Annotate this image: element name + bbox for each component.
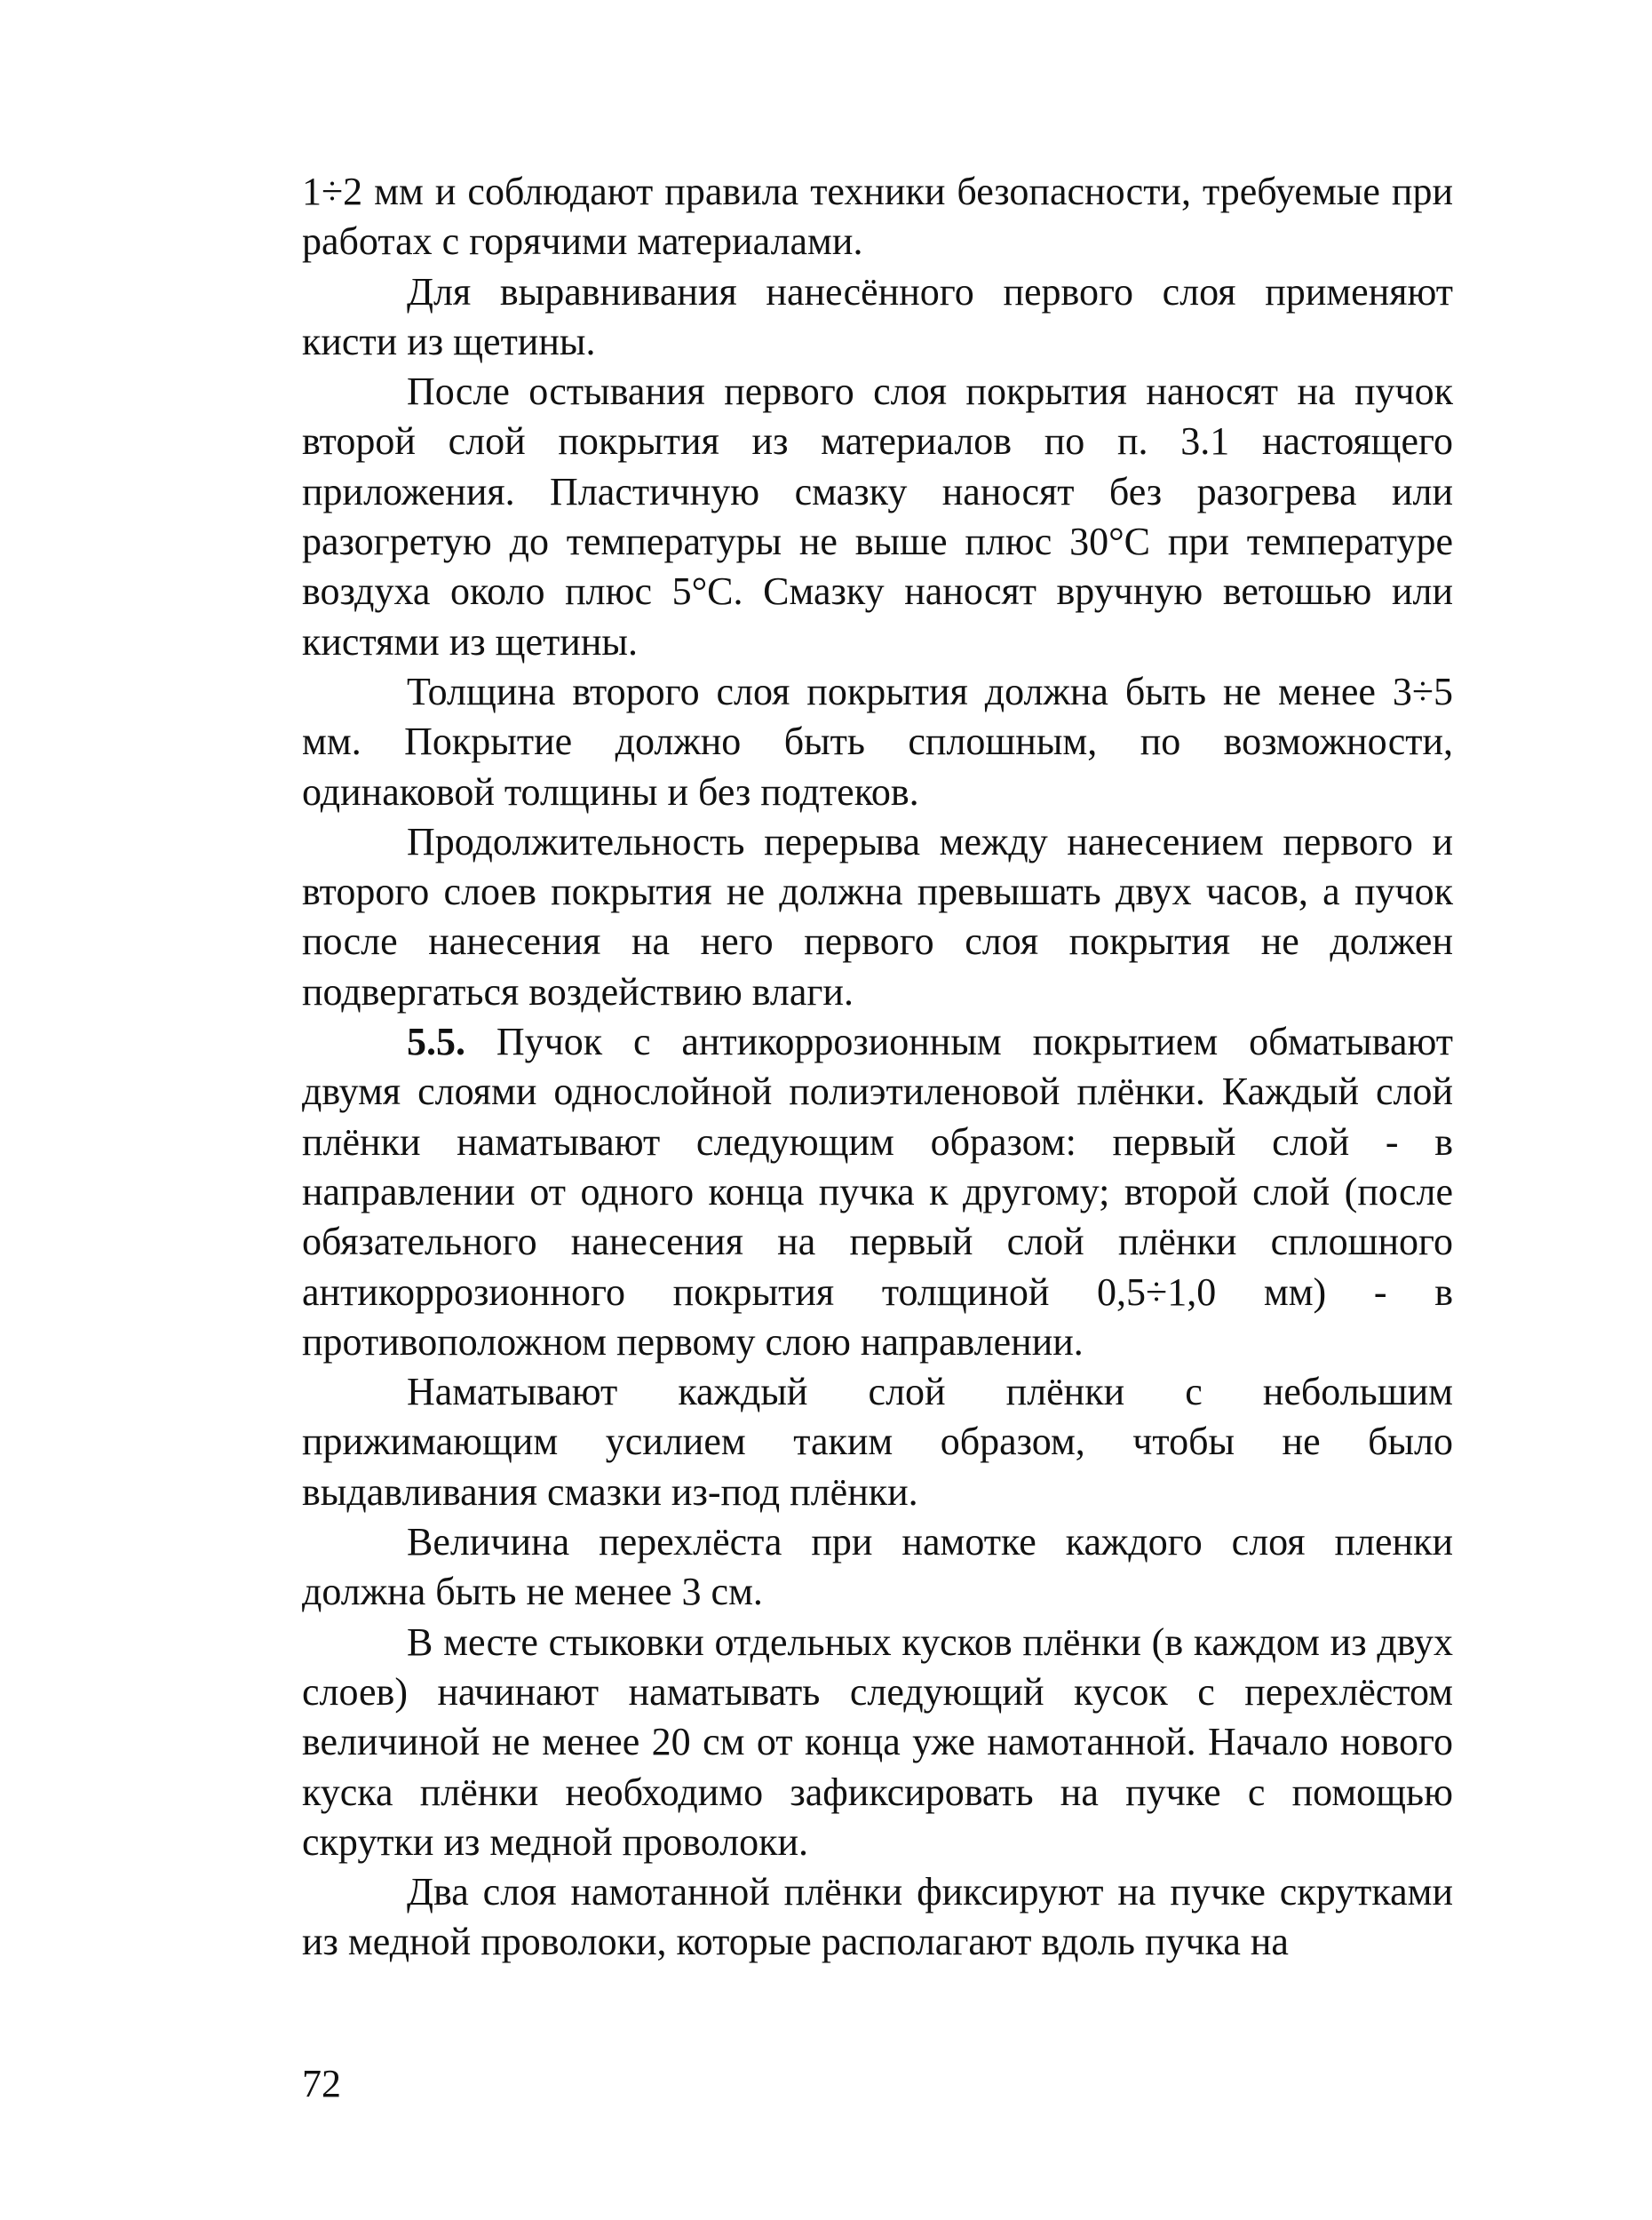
section-number: 5.5. (407, 1020, 465, 1064)
paragraph-8: Величина перехлёста при намотке каждого слоя пленки должна быть не менее 3 см. (302, 1520, 1453, 1614)
paragraph-10: Два слоя намотанной плёнки фиксируют на пучке скрутками из медной проволоки, которые располагают вдоль пучка на (302, 1870, 1453, 1964)
paragraph-1: 1÷2 мм и соблюдают правила техники безопасности, требуемые при работах с горячими материалами. (302, 170, 1453, 264)
body-text (302, 167, 1453, 1968)
paragraph-9: В месте стыковки отдельных кусков плёнки (в каждом из двух слоев) начинают наматывать следующий кусок с перехлёстом величиной не менее 20 см от конца уже намотанной. Начало нового куска плёнки необходимо зафиксировать на пучке с помощью скрутки из медной проволоки. (302, 1619, 1453, 1864)
section-text: Пучок с антикоррозионным покрытием обматывают двумя слоями однослойной полиэтиленовой плёнки. Каждый слой плёнки наматывают следующим образом: первый слой - в направлении от одного конца пучка к другому; второй слой (после обязательного нанесения на первый слой плёнки сплошного антикоррозионного покрытия толщиной 0,5÷1,0 мм) - в противоположном первому слою направлении. (302, 1020, 1453, 1364)
paragraph-7: Наматывают каждый слой плёнки с небольшим прижимающим усилием таким образом, чтобы не было выдавливания смазки из-под плёнки. (302, 1370, 1453, 1514)
page-number: 72 (302, 2062, 341, 2105)
paragraph-4: Толщина второго слоя покрытия должна быть не менее 3÷5 мм. Покрытие должно быть сплошным, по возможности, одинаковой толщины и без подтеков. (302, 669, 1453, 814)
paragraph-2: Для выравнивания нанесённого первого слоя применяют кисти из щетины. (302, 269, 1453, 363)
paragraph-5: Продолжительность перерыва между нанесением первого и второго слоев покрытия не должна превышать двух часов, а пучок после нанесения на него первого слоя покрытия не должен подвергаться воздействию влаги. (302, 819, 1453, 1014)
paragraph-6-section-5-5 (302, 1017, 1453, 1367)
paragraph-3: После остывания первого слоя покрытия наносят на пучок второй слой покрытия из материалов по п. 3.1 настоящего приложения. Пластичную смазку наносят без разогрева или разогретую до температуры не выше плюс 30°С при температуре воздуха около плюс 5°С. Смазку наносят вручную ветошью или кистями из щетины. (302, 370, 1453, 664)
